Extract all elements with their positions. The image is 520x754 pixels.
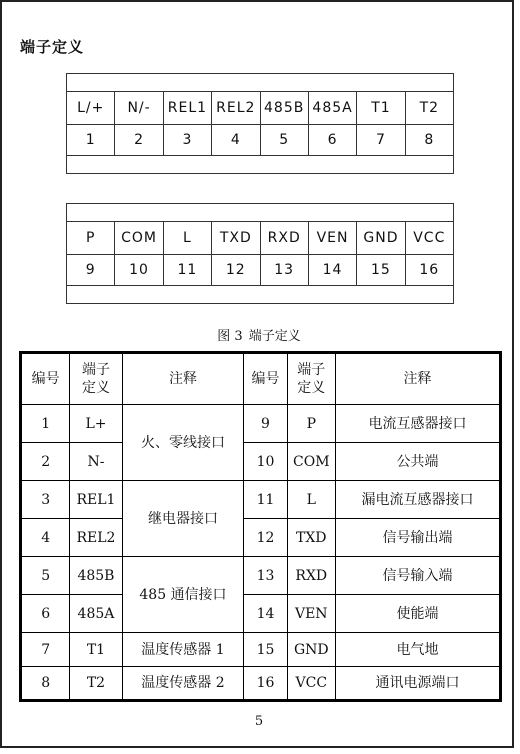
terminal-strip-bottom-edge	[67, 286, 454, 304]
table-header-row	[21, 353, 501, 405]
page-number: 5	[254, 714, 264, 729]
terminal-label: 485B	[260, 92, 308, 125]
terminal-label: GND	[357, 222, 405, 255]
terminal-number: 2	[115, 125, 163, 156]
header-terminal-line1: 端子	[297, 362, 326, 378]
cell-number: 8	[21, 667, 70, 701]
figure-title: 端子定义	[248, 329, 301, 344]
cell-number: 1	[21, 405, 70, 443]
header-terminal	[287, 353, 335, 405]
cell-terminal: L+	[70, 405, 122, 443]
terminal-label: VEN	[308, 222, 356, 255]
header-terminal-line2: 定义	[81, 380, 110, 396]
header-terminal-line2: 定义	[297, 380, 326, 396]
terminal-label: COM	[115, 222, 163, 255]
table-row	[21, 481, 501, 519]
cell-note: 温度传感器 2	[122, 667, 244, 701]
terminal-number: 10	[115, 255, 163, 286]
header-terminal	[70, 353, 122, 405]
terminal-label: REL2	[212, 92, 260, 125]
cell-note: 公共端	[335, 443, 500, 481]
header-number: 编号	[21, 353, 70, 405]
cell-number: 14	[244, 595, 287, 633]
header-number: 编号	[244, 353, 287, 405]
table-row	[21, 633, 501, 667]
cell-note: 通讯电源端口	[335, 667, 500, 701]
cell-terminal: VCC	[287, 667, 335, 701]
terminal-diagram-1-8	[66, 73, 454, 174]
cell-number: 4	[21, 519, 70, 557]
terminal-label: REL1	[163, 92, 211, 125]
cell-terminal: TXD	[287, 519, 335, 557]
table-row	[21, 443, 501, 481]
table-row	[21, 667, 501, 701]
header-note: 注释	[335, 353, 500, 405]
terminal-strip-bottom-edge	[67, 156, 454, 174]
terminal-number: 16	[405, 255, 453, 286]
terminal-number: 9	[67, 255, 115, 286]
figure-number: 图 3	[217, 329, 243, 344]
cell-terminal: VEN	[287, 595, 335, 633]
terminal-number: 3	[163, 125, 211, 156]
cell-number: 5	[21, 557, 70, 595]
terminal-strip-top-edge	[67, 74, 454, 92]
terminal-label: P	[67, 222, 115, 255]
cell-terminal: 485B	[70, 557, 122, 595]
terminal-definition-table	[19, 351, 502, 702]
cell-number: 6	[21, 595, 70, 633]
terminal-label: L	[163, 222, 211, 255]
terminal-diagram-9-16	[66, 203, 454, 304]
terminal-number: 8	[405, 125, 453, 156]
terminal-number: 5	[260, 125, 308, 156]
terminal-label: 485A	[308, 92, 356, 125]
cell-terminal: COM	[287, 443, 335, 481]
cell-terminal: N-	[70, 443, 122, 481]
cell-note: 信号输入端	[335, 557, 500, 595]
table-row	[21, 405, 501, 443]
cell-note: 信号输出端	[335, 519, 500, 557]
header-note: 注释	[122, 353, 244, 405]
table-row	[21, 595, 501, 633]
cell-number: 3	[21, 481, 70, 519]
cell-note: 火、零线接口	[122, 405, 244, 481]
header-terminal-line1: 端子	[81, 362, 110, 378]
cell-note: 485 通信接口	[122, 557, 244, 633]
terminal-number: 4	[212, 125, 260, 156]
terminal-label: N/-	[115, 92, 163, 125]
table-row	[21, 519, 501, 557]
terminal-number: 1	[67, 125, 115, 156]
terminal-number: 14	[308, 255, 356, 286]
cell-terminal: P	[287, 405, 335, 443]
cell-number: 11	[244, 481, 287, 519]
terminal-label: L/+	[67, 92, 115, 125]
cell-terminal: RXD	[287, 557, 335, 595]
cell-number: 9	[244, 405, 287, 443]
terminal-label: RXD	[260, 222, 308, 255]
cell-note: 漏电流互感器接口	[335, 481, 500, 519]
section-heading: 端子定义	[20, 38, 85, 56]
terminal-strip-top-edge	[67, 204, 454, 222]
table-row	[21, 557, 501, 595]
cell-number: 2	[21, 443, 70, 481]
cell-number: 10	[244, 443, 287, 481]
terminal-number: 15	[357, 255, 405, 286]
cell-note: 继电器接口	[122, 481, 244, 557]
cell-terminal: L	[287, 481, 335, 519]
cell-note: 温度传感器 1	[122, 633, 244, 667]
terminal-number: 13	[260, 255, 308, 286]
cell-number: 15	[244, 633, 287, 667]
figure-caption	[2, 325, 516, 344]
cell-number: 7	[21, 633, 70, 667]
cell-number: 12	[244, 519, 287, 557]
terminal-label: T1	[357, 92, 405, 125]
terminal-number: 6	[308, 125, 356, 156]
terminal-number: 11	[163, 255, 211, 286]
terminal-number: 7	[357, 125, 405, 156]
cell-note: 电气地	[335, 633, 500, 667]
cell-number: 13	[244, 557, 287, 595]
terminal-label: T2	[405, 92, 453, 125]
terminal-number: 12	[212, 255, 260, 286]
cell-terminal: GND	[287, 633, 335, 667]
cell-terminal: T2	[70, 667, 122, 701]
cell-terminal: 485A	[70, 595, 122, 633]
cell-terminal: REL2	[70, 519, 122, 557]
cell-note: 电流互感器接口	[335, 405, 500, 443]
cell-terminal: T1	[70, 633, 122, 667]
terminal-label: VCC	[405, 222, 453, 255]
cell-terminal: REL1	[70, 481, 122, 519]
cell-number: 16	[244, 667, 287, 701]
cell-note: 使能端	[335, 595, 500, 633]
terminal-label: TXD	[212, 222, 260, 255]
